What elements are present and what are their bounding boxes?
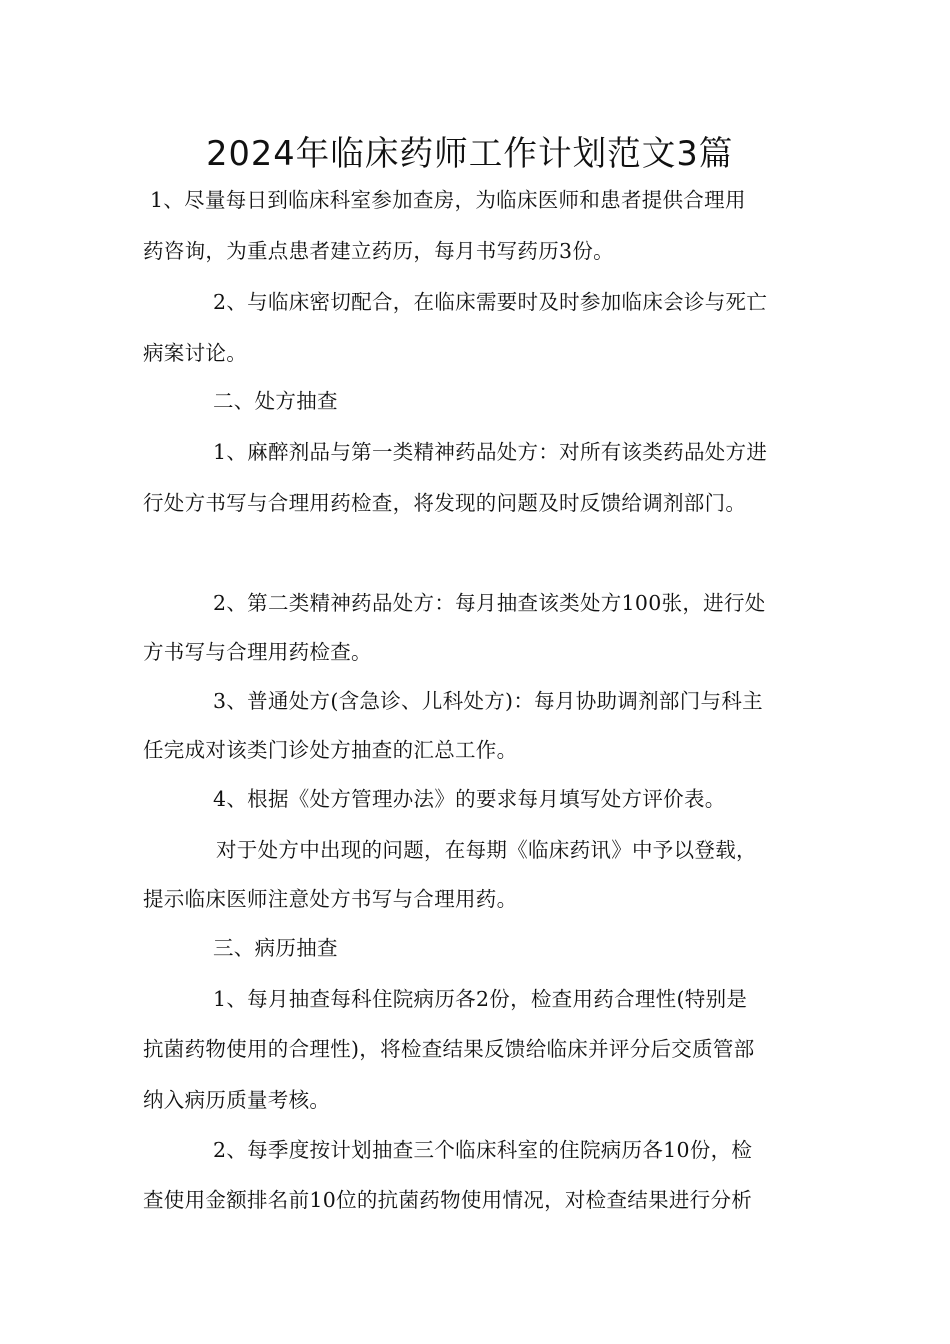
paragraph-line: 查使用金额排名前10位的抗菌药物使用情况，对检查结果进行分析	[143, 1188, 753, 1212]
document-title: 2024年临床药师工作计划范文3篇	[206, 134, 734, 174]
paragraph-line: 行处方书写与合理用药检查，将发现的问题及时反馈给调剂部门。	[143, 491, 747, 515]
paragraph-line: 2、每季度按计划抽查三个临床科室的住院病历各10份，检	[213, 1138, 753, 1162]
paragraph-line: 对于处方中出现的问题，在每期《临床药讯》中予以登载，	[216, 838, 757, 862]
paragraph-line: 方书写与合理用药检查。	[143, 640, 372, 664]
section-heading: 三、病历抽查	[213, 936, 338, 960]
paragraph-line: 3、普通处方(含急诊、儿科处方)：每月协助调剂部门与科主	[213, 689, 763, 713]
paragraph-line: 抗菌药物使用的合理性)，将检查结果反馈给临床并评分后交质管部	[143, 1037, 755, 1061]
paragraph-line: 1、每月抽查每科住院病历各2份，检查用药合理性(特别是	[213, 987, 748, 1011]
paragraph-line: 2、与临床密切配合，在临床需要时及时参加临床会诊与死亡	[213, 290, 768, 314]
paragraph-line: 2、第二类精神药品处方：每月抽查该类处方100张，进行处	[213, 591, 766, 615]
paragraph-line: 纳入病历质量考核。	[143, 1088, 331, 1112]
paragraph-line: 1、麻醉剂品与第一类精神药品处方：对所有该类药品处方进	[213, 440, 768, 464]
paragraph-line: 药咨询，为重点患者建立药历，每月书写药历3份。	[143, 239, 614, 263]
paragraph-line: 病案讨论。	[143, 341, 247, 365]
paragraph-line: 1、尽量每日到临床科室参加查房，为临床医师和患者提供合理用	[150, 188, 746, 212]
section-heading: 二、处方抽查	[213, 389, 338, 413]
paragraph-line: 任完成对该类门诊处方抽查的汇总工作。	[143, 738, 518, 762]
paragraph-line: 4、根据《处方管理办法》的要求每月填写处方评价表。	[213, 787, 726, 811]
paragraph-line: 提示临床医师注意处方书写与合理用药。	[143, 887, 518, 911]
